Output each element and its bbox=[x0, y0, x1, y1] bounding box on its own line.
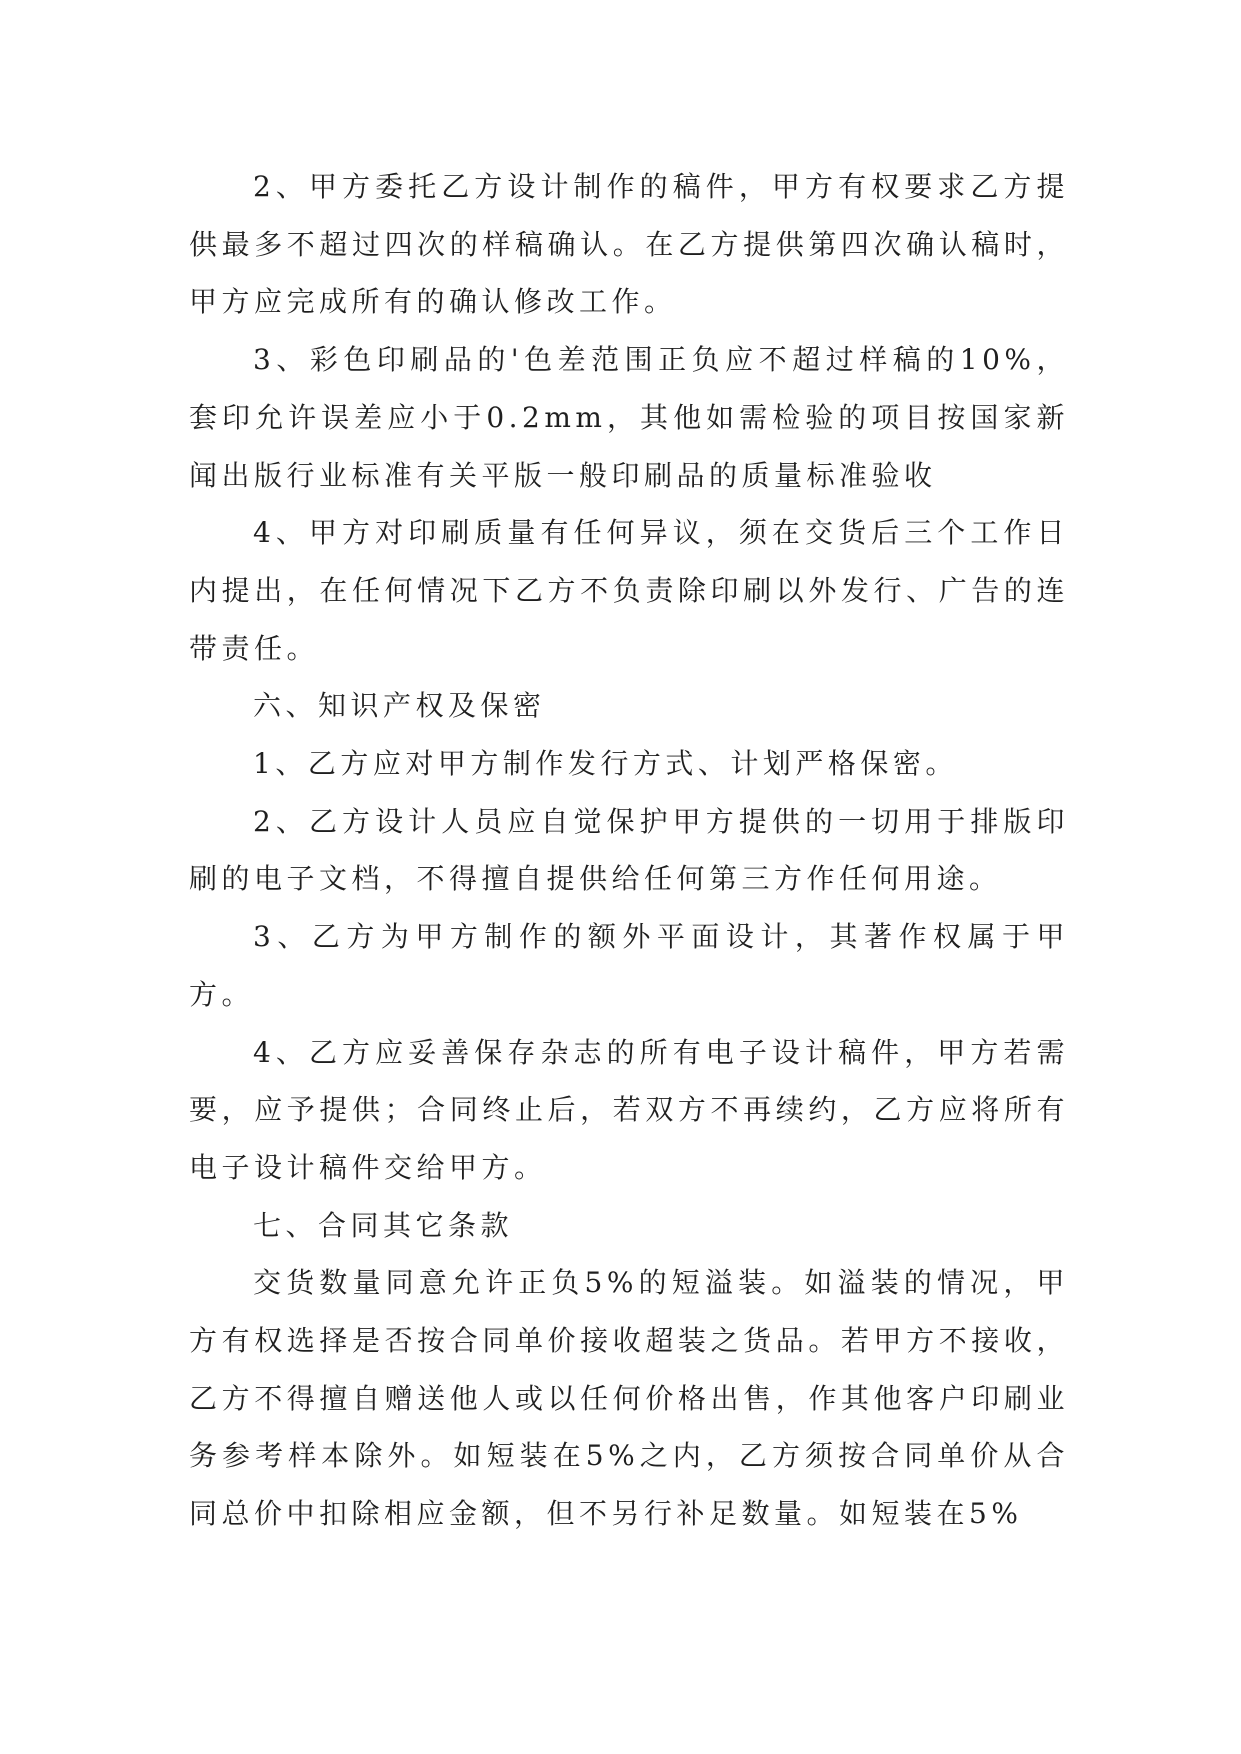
paragraph-file-storage: 4、乙方应妥善保存杂志的所有电子设计稿件，甲方若需要，应予提供；合同终止后，若双方不再续约，乙方应将所有电子设计稿件交给甲方。 bbox=[189, 1035, 1069, 1184]
section-heading-ip-confidentiality: 六、知识产权及保密 bbox=[253, 689, 546, 723]
paragraph-color-tolerance: 3、彩色印刷品的'色差范围正负应不超过样稿的10%，套印允许误差应小于0.2mm，其他如需检验的项目按国家新闻出版行业标准有关平版一般印刷品的质量标准验收 bbox=[189, 343, 1069, 492]
paragraph-copyright: 3、乙方为甲方制作的额外平面设计，其著作权属于甲方。 bbox=[189, 920, 1069, 1011]
paragraph-confidentiality: 1、乙方应对甲方制作发行方式、计划严格保密。 bbox=[253, 747, 958, 781]
document-body bbox=[189, 158, 1069, 1543]
paragraph-design-drafts: 2、甲方委托乙方设计制作的稿件，甲方有权要求乙方提供最多不超过四次的样稿确认。在乙方提供第四次确认稿时，甲方应完成所有的确认修改工作。 bbox=[189, 170, 1069, 319]
paragraph-quantity-tolerance: 交货数量同意允许正负5%的短溢装。如溢装的情况，甲方有权选择是否按合同单价接收超装之货品。若甲方不接收，乙方不得擅自赠送他人或以任何价格出售，作其他客户印刷业务参考样本除外。如短装在5%之内，乙方须按合同单价从合同总价中扣除相应金额，但不另行补足数量。如短装在5% bbox=[189, 1266, 1069, 1531]
section-heading-other-terms: 七、合同其它条款 bbox=[253, 1208, 514, 1242]
paragraph-document-protection: 2、乙方设计人员应自觉保护甲方提供的一切用于排版印刷的电子文档，不得擅自提供给任何第三方作任何用途。 bbox=[189, 804, 1069, 896]
paragraph-quality-objection: 4、甲方对印刷质量有任何异议，须在交货后三个工作日内提出，在任何情况下乙方不负责除印刷以外发行、广告的连带责任。 bbox=[189, 516, 1069, 665]
